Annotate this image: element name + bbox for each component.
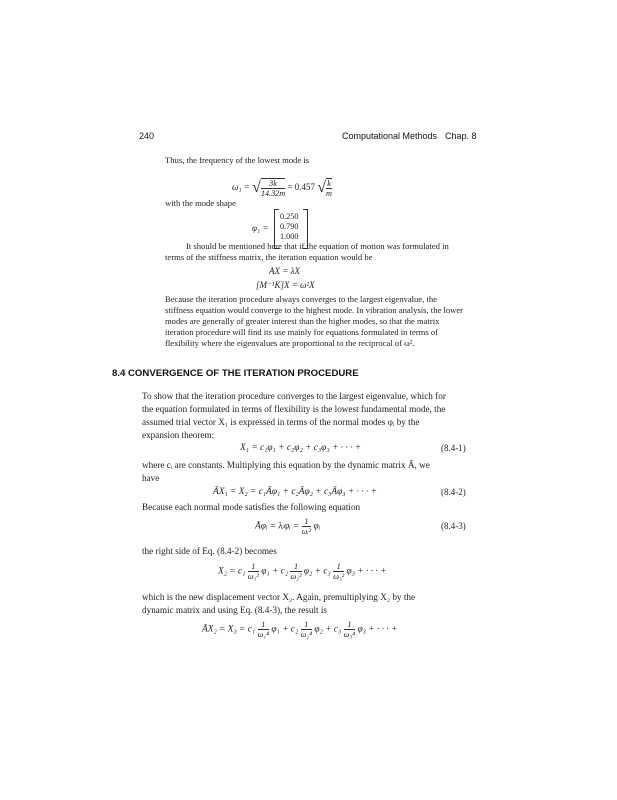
frac-denominator: ω₃⁴ [343,630,356,639]
equation-number-8-4-3: (8.4-3) [441,521,466,531]
eq5-term3: φ₃ + · · · + [357,624,398,635]
intro-line3: assumed trial vector X₁ is expressed in terms of the normal modes φᵢ by the [142,417,420,427]
after-eq1-line1: where cᵢ are constants. Multiplying this equation by the dynamic matrix Ā, we [142,460,430,470]
frac-numerator: 1 [333,562,344,572]
mode-shape-vector [280,212,298,242]
equation-8-4-3 [255,517,320,536]
after-eq1-line2: have [142,473,160,483]
omega-mid: = 0.457 [287,182,316,193]
frac-numerator: 1 [248,562,259,572]
eq4-term1: φ₁ + c₂ [261,566,289,577]
after-eq4-line1: which is the new displacement vector X₂. Again, premultiplying X₂ by the [142,592,416,602]
eq3-rhs: φᵢ [313,521,321,532]
page-number: 240 [139,131,155,141]
sqrt-icon: √ [317,179,327,196]
paragraph-because-line2: stiffness equation would converge to the highest mode. In vibration analysis, the lower [165,305,464,315]
root1-numerator: 3k [261,179,285,189]
eq4-lhs: X₂ = c₁ [218,566,246,577]
sqrt-icon: √ [252,179,261,196]
equation-number-8-4-1: (8.4-1) [441,443,466,453]
paragraph-mode-shape: with the mode shape [165,198,236,208]
root2-numerator: k [327,179,331,188]
equation-ax-lambda: AX = λX [269,266,300,276]
frac-denominator: ω₁² [247,572,259,581]
section-heading: 8.4 CONVERGENCE OF THE ITERATION PROCEDURE [112,368,359,379]
root1-denominator: 14.32m [260,189,286,198]
paragraph-because-line3: modes are generally of greater interest than the higher modes, so that the matrix [165,316,440,326]
frac-numerator: 1 [344,620,355,630]
eq4-term2: φ₂ + c₃ [303,566,331,577]
frac-numerator: 1 [258,620,269,630]
frac-numerator: 1 [301,620,312,630]
eq4-term3: φ₃ + · · · + [346,566,387,577]
equation-x2 [218,562,386,581]
eq5-term1: φ₁ + c₂ [271,624,299,635]
equation-mk: [M⁻¹K]X = ω²X [256,280,315,290]
after-eq2: Because each normal mode satisfies the following equation [142,502,361,512]
chapter-label: Chap. 8 [445,131,477,141]
paragraph-because-line1: Because the iteration procedure always converges to the largest eigenvalue, the [165,294,437,304]
equation-number-8-4-2: (8.4-2) [441,487,466,497]
frac-denominator: ω₁⁴ [257,630,269,639]
paragraph-because-line5: flexibility where the eigenvalues are proportional to the reciprocal of ω². [165,338,415,348]
root2-denominator: m [326,189,332,198]
after-eq4-line2: dynamic matrix and using Eq. (8.4-3), the result is [142,605,327,615]
frac-denominator: ω₂⁴ [300,630,313,639]
eq5-term2: φ₂ + c₃ [314,624,342,635]
running-title: Computational Methods [342,131,438,141]
eq3-numerator: 1 [302,517,312,527]
frequency-equation [232,178,332,198]
paragraph-stiffness-line1: It should be mentioned here that if the equation of motion was formulated in [186,241,449,251]
phi-value: 0.250 [280,212,299,221]
paragraph-because-line4: iteration procedure will find its use mainly for equations formulated in terms of [165,327,439,337]
omega-lhs: ω₁ = [232,182,250,193]
intro-line1: To show that the iteration procedure converges to the largest eigenvalue, which for [142,391,446,401]
frac-numerator: 1 [290,562,301,572]
equation-8-4-2: ĀX₁ = X₂ = c₁Āφ₁ + c₂Āφ₂ + c₃Āφ₃ + · · · + [213,487,377,497]
intro-line2: the equation formulated in terms of flexibility is the lowest fundamental mode, the [142,404,446,414]
intro-line4: expansion theorem: [142,430,215,440]
eq3-lhs: Āφᵢ = λᵢφᵢ = [255,521,300,532]
frac-denominator: ω₂² [290,572,302,581]
equation-x3 [202,620,397,639]
phi-value: 1.000 [280,232,299,241]
paragraph-stiffness-line2: terms of the stiffness matrix, the iteration equation would be [165,252,373,262]
eq5-lhs: ĀX₂ = X₃ = c₁ [202,624,256,635]
eq3-denominator: ωᵢ² [301,527,312,536]
paragraph-lowest-mode: Thus, the frequency of the lowest mode is [165,155,310,165]
after-eq3: the right side of Eq. (8.4-2) becomes [142,546,277,556]
frac-denominator: ω₃² [333,572,345,581]
equation-8-4-1: X₁ = c₁φ₁ + c₂φ₂ + c₃φ₃ + · · · + [240,443,362,453]
phi-value: 0.790 [280,222,299,231]
phi-lhs: φ₁ = [252,223,269,233]
